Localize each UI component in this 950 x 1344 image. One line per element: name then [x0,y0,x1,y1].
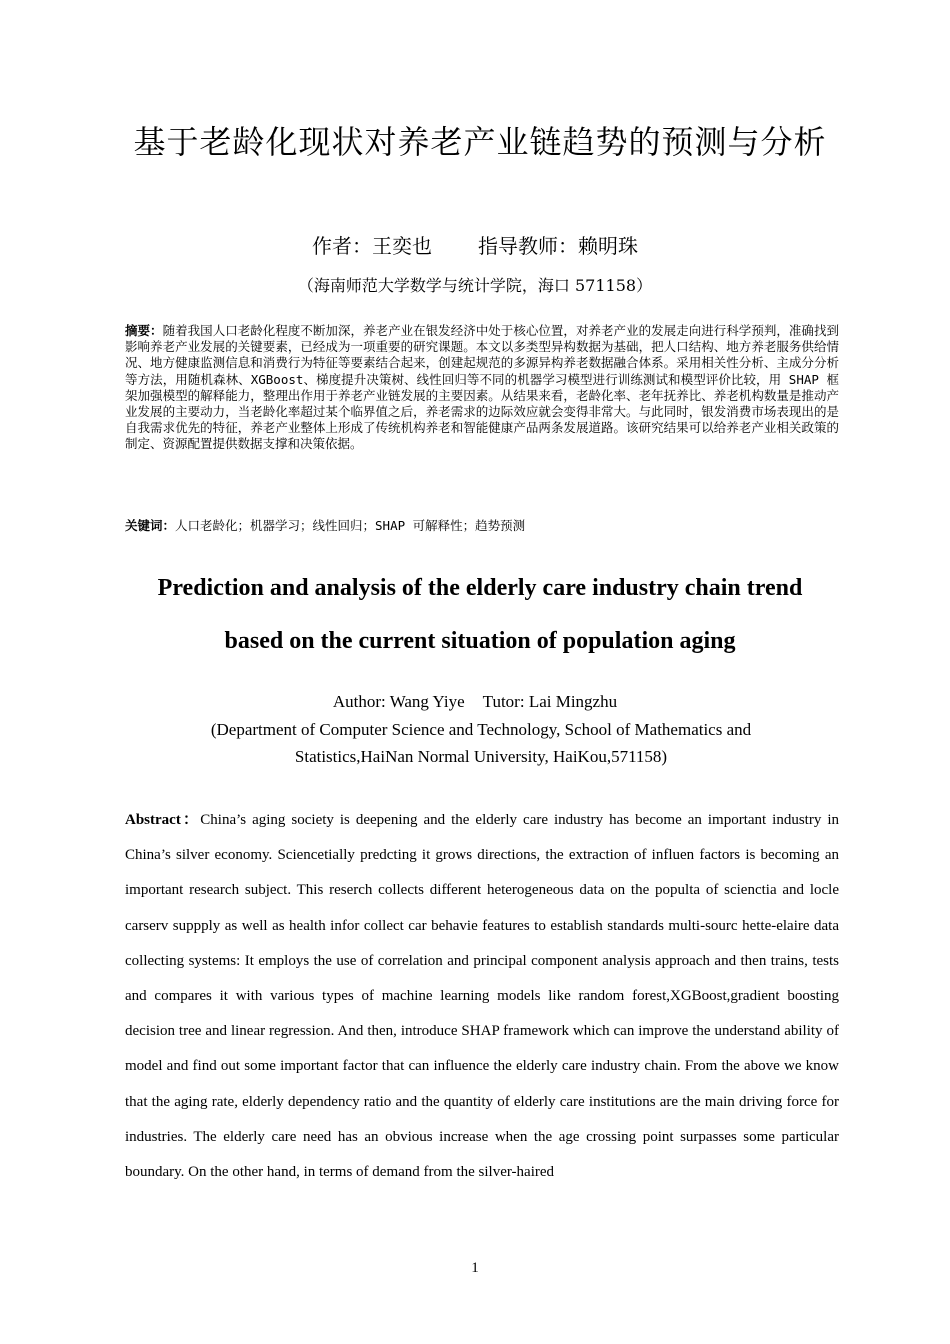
chinese-affiliation: （海南师范大学数学与统计学院，海口 571158） [297,276,653,295]
english-title-line-1: Prediction and analysis of the elderly care industry chain trend [157,575,803,601]
chinese-abstract-label: 摘要： [125,323,163,338]
english-abstract [125,803,839,1190]
english-affiliation: (Department of Computer Science and Technology, School of Mathematics and Statistics,HaiNan Normal University, HaiKou,571158) [210,720,752,766]
chinese-keywords-label: 关键词： [125,518,176,533]
english-author-line [0,689,950,715]
chinese-author: 作者：王奕也 [312,234,432,258]
chinese-abstract [125,323,839,453]
english-author: Author: Wang Yiye [332,692,465,711]
chinese-tutor: 指导教师：赖明珠 [478,234,638,258]
page-number: 1 [471,1260,479,1276]
chinese-title: 基于老龄化现状对养老产业链趋势的预测与分析 [133,123,827,161]
english-abstract-text: China’s aging society is deepening and the elderly care industry has become an important industry in China’s silver economy. Sciencetially predcting it grows directions, the extraction of influen factors is becoming an important research subject. This reserch collects different heterogeneous data on the populta of scienctia and locle carserv suppply as well as health infor collect car behavie features to establish standards multi-sourc hette-elaire data collecting systems: It employs the use of correlation and principal component analysis approach and then trains, tests and compares it with various types of machine learning models like random forest,XGBoost,gradient boosting decision tree and linear regression. And then, introduce SHAP framework which can improve the understand ability of model and find out some important factor that can influence the elderly care industry chain. From the above we know that the aging rate, elderly dependency ratio and the quantity of elderly care institutions are the main driving force for industries. The elderly care need has an obvious increase when the age crossing point surpasses some particular boundary. On the other hand, in terms of demand from the silver-haired [125,812,839,1181]
english-title [100,562,860,668]
english-abstract-label: Abstract： [125,812,201,828]
chinese-author-line [0,229,950,263]
chinese-keywords [125,517,839,535]
chinese-keywords-text: 人口老龄化；机器学习；线性回归；SHAP 可解释性；趋势预测 [175,518,526,533]
english-tutor: Tutor: Lai Mingzhu [482,692,618,711]
english-title-line-2: based on the current situation of population aging [224,628,736,654]
chinese-abstract-text: 随着我国人口老龄化程度不断加深，养老产业在银发经济中处于核心位置，对养老产业的发展走向进行科学预判，准确找到影响养老产业发展的关键要素，已经成为一项重要的研究课题。本文以多类型异构数据为基础，把人口结构、地方养老服务供给情况、地方健康监测信息和消费行为特征等要素结合起来，创建起规范的多源异构养老数据融合体系。采用相关性分析、主成分分析等方法，用随机森林、XGBoost、梯度提升决策树、线性回归等不同的机器学习模型进行训练测试和模型评价比较，用 SHAP 框架加强模型的解释能力，整理出作用于养老产业链发展的主要因素。从结果来看，老龄化率、老年抚养比、养老机构数量是推动产业发展的主要动力，当老龄化率超过某个临界值之后，养老需求的边际效应就会变得非常大。与此同时，银发消费市场表现出的是自我需求优先的特征，养老产业整体上形成了传统机构养老和智能健康产品两条发展道路。该研究结果可以给养老产业相关政策的制定、资源配置提供数据支撑和决策依据。 [125,323,839,452]
